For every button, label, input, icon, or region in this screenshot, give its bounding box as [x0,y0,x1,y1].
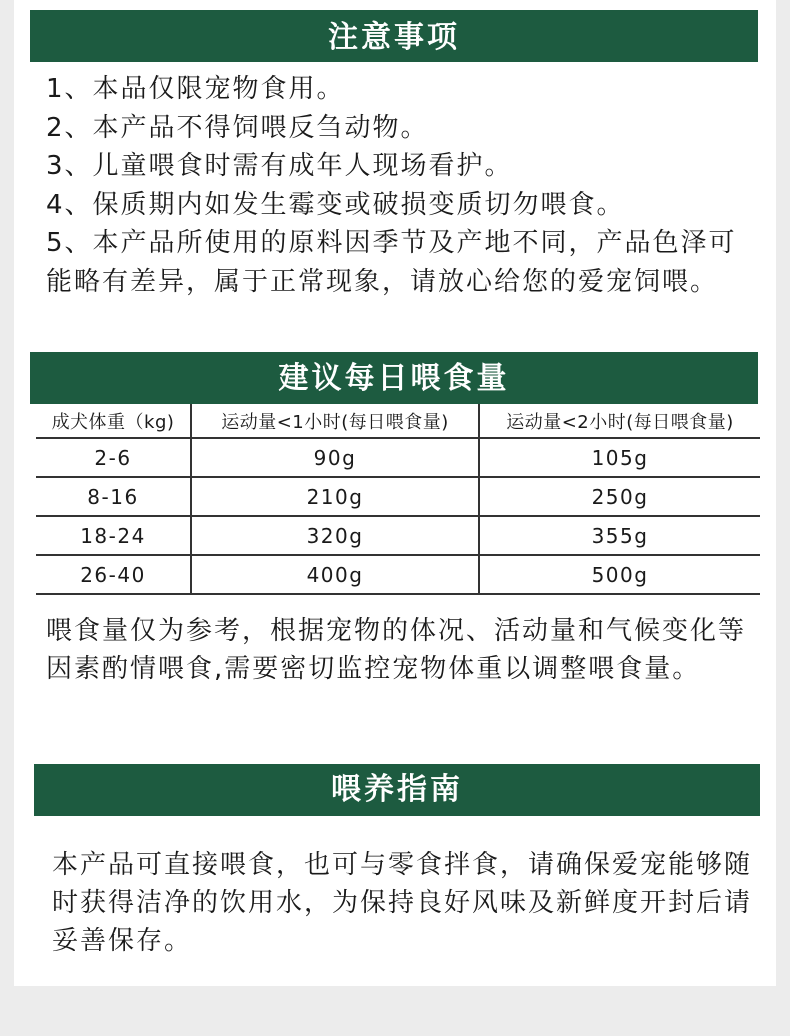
notice-item: 4、保质期内如发生霉变或破损变质切勿喂食。 [46,189,625,220]
feeding-table [36,404,760,595]
cell-amount-2h: 250g [479,477,760,516]
table-row [36,516,760,555]
cell-amount-2h: 355g [479,516,760,555]
cell-amount-1h: 320g [191,516,479,555]
notice-item: 1、本品仅限宠物食用。 [46,74,345,104]
cell-amount-1h: 210g [191,477,479,516]
cell-amount-1h: 90g [191,438,479,477]
header-exercise-1h: 运动量<1小时(每日喂食量) [191,404,479,438]
cell-amount-1h: 400g [191,555,479,594]
notice-title: 注意事项 [30,10,758,62]
header-weight: 成犬体重（kg) [36,404,191,438]
table-row [36,555,760,594]
feeding-note: 喂食量仅为参考，根据宠物的体况、活动量和气候变化等因素酌情喂食,需要密切监控宠物体重以调整喂食量。 [46,616,747,684]
cell-weight: 8-16 [36,477,191,516]
guide-text: 本产品可直接喂食，也可与零食拌食，请确保爱宠能够随时获得洁净的饮用水，为保持良好风味及新鲜度开封后请妥善保存。 [52,850,753,956]
header-exercise-2h: 运动量<2小时(每日喂食量) [479,404,760,438]
cell-weight: 2-6 [36,438,191,477]
notice-item: 2、本产品不得饲喂反刍动物。 [46,112,429,143]
table-header-row [36,404,760,438]
cell-weight: 18-24 [36,516,191,555]
notice-list [46,70,756,301]
table-row [36,438,760,477]
cell-amount-2h: 105g [479,438,760,477]
table-row [36,477,760,516]
feeding-title: 建议每日喂食量 [30,352,758,404]
guide-title: 喂养指南 [34,764,760,816]
cell-weight: 26-40 [36,555,191,594]
notice-item: 5、本产品所使用的原料因季节及产地不同，产品色泽可能略有差异，属于正常现象，请放心给您的爱宠饲喂。 [46,228,737,297]
notice-item: 3、儿童喂食时需有成年人现场看护。 [46,151,513,181]
cell-amount-2h: 500g [479,555,760,594]
